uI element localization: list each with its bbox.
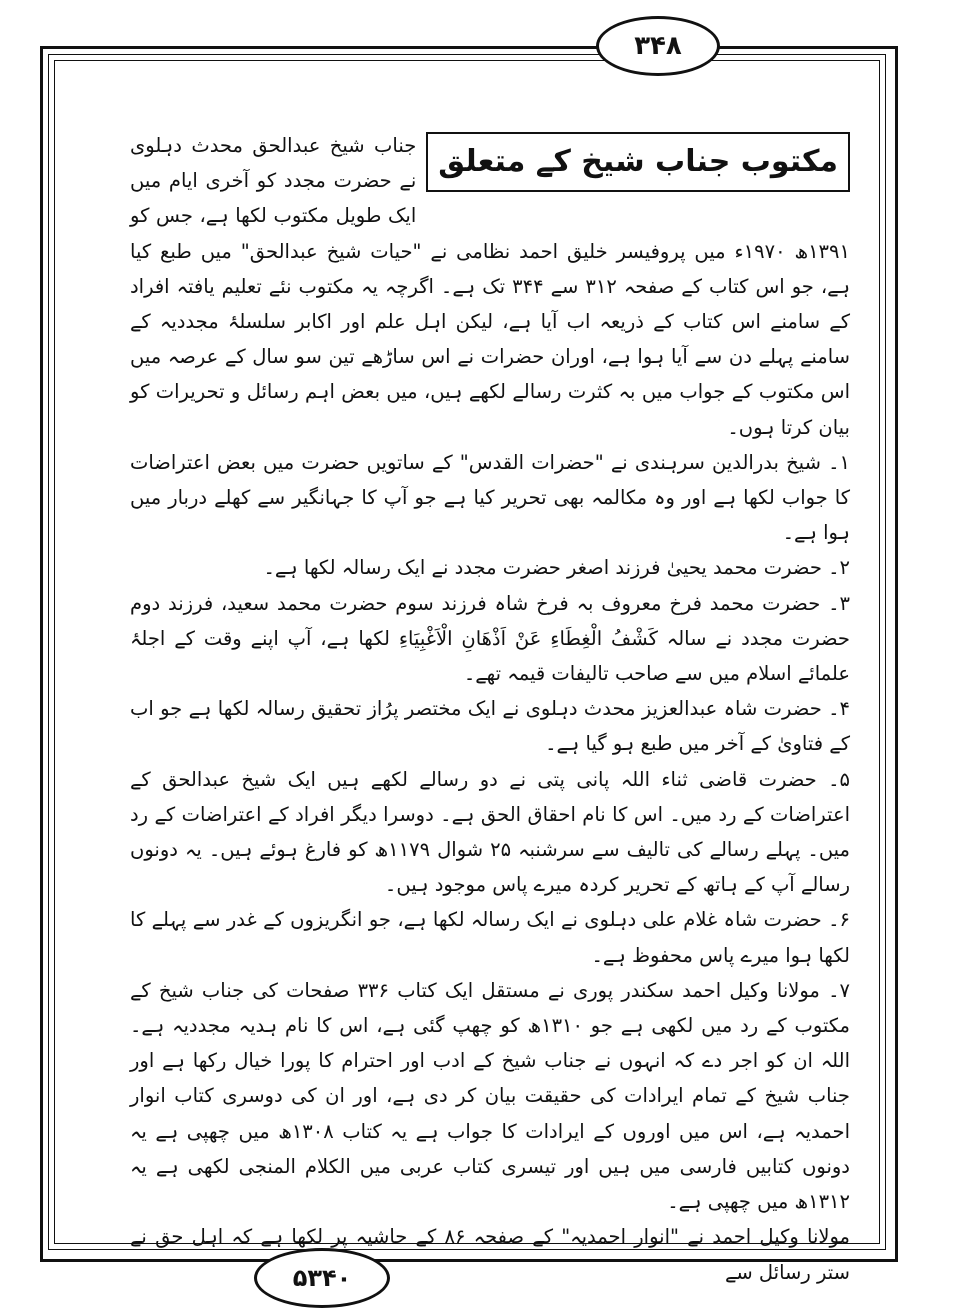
list-item-4: ۴۔ حضرت شاہ عبدالعزیز محدث دہلوی نے ایک مختصر پرُاز تحقیق رسالہ لکھا ہے جو اب کے فتاویٰ کے آخر میں طبع ہو گیا ہے۔ [130,697,850,756]
list-item-1: ۱۔ شیخ بدرالدین سرہندی نے "حضرات القدس" کے ساتویں حضرت میں بعض اعتراضات کا جواب لکھا ہے اور وہ مکالمہ بھی تحریر کیا ہے جو آپ کا جہانگیر سے کھلے دربار میں ہوا ہے۔ [130,450,850,545]
list-item-3 [130,586,850,692]
page-number-top: ۳۴۸ [596,16,720,76]
intro-paragraph: جناب شیخ عبدالحق محدث دہلوی نے حضرت مجدد کو آخری ایام میں ایک طویل مکتوب لکھا ہے، جس کو ۱۳۹۱ھ ۱۹۷۰ء میں پروفیسر خلیق احمد نظامی نے "حیات شیخ عبدالحق" میں طبع کیا ہے، جو اس کتاب کے صفحہ ۳۱۲ سے ۳۴۴ تک ہے۔ اگرچہ یہ مکتوب نئے تعلیم یافتہ افراد کے سامنے اس کتاب کے ذریعہ اب آیا ہے، لیکن اہل علم اور اکابر سلسلۂ مجددیہ کے سامنے پہلے دن سے آیا ہوا ہے، اوران حضرات نے اس ساڑھے تین سو سال کے عرصہ میں اس مکتوب کے جواب میں بہ کثرت رسالے لکھے ہیں، میں بعض اہم رسائل و تحریرات کو بیان کرتا ہوں۔ [130,134,851,439]
list-item-3-arabic-title: کَشْفُ الْغِطَاءِ عَنْ اَذْھَانِ الْاَغْبِیَاءِ [398,626,658,650]
list-item-5: ۵۔ حضرت قاضی ثناء اللہ پانی پتی نے دو رسالے لکھے ہیں ایک شیخ عبدالحق کے اعتراضات کے رد میں۔ اس کا نام احقاق الحق ہے۔ دوسرا دیگر افراد کے اعتراضات کے رد میں۔ پہلے رسالے کی تالیف سے سرشنبہ ۲۵ شوال ۱۱۷۹ھ کو فارغ ہوئے ہیں۔ یہ دونوں رسالے آپ کے ہاتھ کے تحریر کردہ میرے پاس موجود ہیں۔ [130,767,850,897]
list-item-3-rest: لکھا ہے، آپ اپنے وقت کے اجلۂ علمائے اسلام میں سے صاحب تالیفات قیمہ تھے۔ [130,626,850,686]
list-item-6: ۶۔ حضرت شاہ غلام علی دہلوی نے ایک رسالہ لکھا ہے، جو انگریزوں کے غدر سے پہلے کا لکھا ہوا میرے پاس محفوظ ہے۔ [130,908,850,967]
list-item-7: ۷۔ مولانا وکیل احمد سکندر پوری نے مستقل ایک کتاب ۳۳۶ صفحات کی جناب شیخ کے مکتوب کے رد میں لکھی ہے جو ۱۳۱۰ھ کو چھپ گئی ہے، اس کا نام ہدیہ مجددیہ ہے۔ اللہ ان کو اجر دے کہ انہوں نے جناب شیخ کے ادب اور احترام کا پورا خیال رکھا ہے اور جناب شیخ کے تمام ایرادات کی حقیقت بیان کر دی ہے، اور ان کی دوسری کتاب انوار احمدیہ ہے، اس میں اوروں کے ایرادات کا جواب ہے یہ کتاب ۱۳۰۸ھ میں چھپی ہے یہ دونوں کتابیں فارسی میں ہیں اور تیسری کتاب عربی میں الکلام المنجی لکھی ہے یہ ۱۳۱۲ھ میں چھپی ہے۔ [130,978,851,1214]
list-item-2: ۲۔ حضرت محمد یحییٰ فرزند اصغر حضرت مجدد نے ایک رسالہ لکھا ہے۔ [263,556,850,580]
section-heading: مکتوب جناب شیخ کے متعلق [426,132,850,192]
page-number-bottom: ۵۳۴۰ [254,1248,390,1308]
closing-paragraph: مولانا وکیل احمد نے "انوار احمدیہ" کے صفحہ ۸۶ کے حاشیہ پر لکھا ہے کہ اہل حق نے ستر رسائل سے [130,1225,851,1284]
list-item-3-text: ۳۔ حضرت محمد فرخ معروف بہ فرخ شاہ فرزند سوم حضرت محمد سعید، فرزند دوم حضرت مجدد نے سالہ [130,591,850,650]
